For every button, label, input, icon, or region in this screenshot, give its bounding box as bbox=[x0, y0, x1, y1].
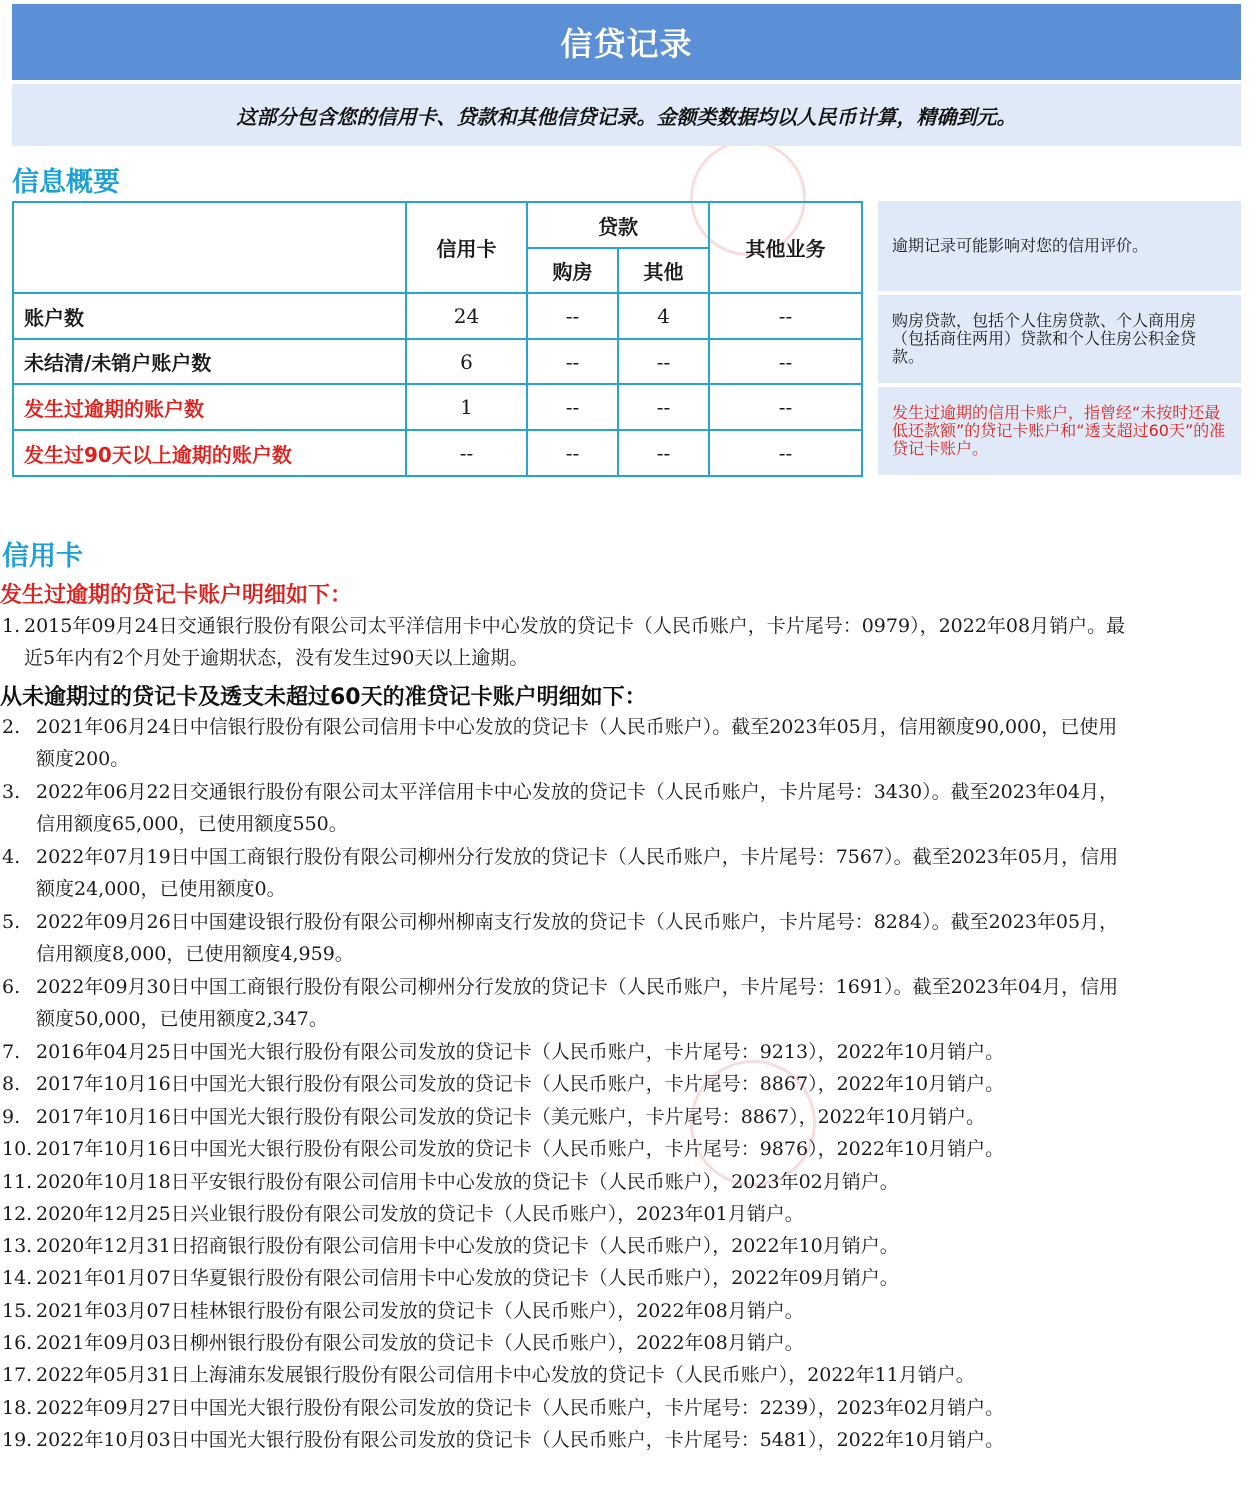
item-text: 2022年06月22日交通银行股份有限公司太平洋信用卡中心发放的贷记卡（人民币账户，卡片尾号：3430）。截至2023年04月， bbox=[36, 781, 1119, 803]
item-number: 12. bbox=[2, 1203, 33, 1225]
item-text: 2022年05月31日上海浦东发展银行股份有限公司信用卡中心发放的贷记卡（人民币账户），2022年11月销户。 bbox=[36, 1364, 975, 1386]
item-number: 6. bbox=[2, 976, 21, 998]
note-housing-loan: 购房贷款，包括个人住房贷款、个人商用房（包括商住两用）贷款和个人住房公积金贷款。 bbox=[878, 295, 1241, 383]
item-text: 2020年10月18日平安银行股份有限公司信用卡中心发放的贷记卡（人民币账户），2023年02月销户。 bbox=[36, 1171, 899, 1193]
row-label: 账户数 bbox=[13, 293, 406, 339]
item-text: 2022年07月19日中国工商银行股份有限公司柳州分行发放的贷记卡（人民币账户，卡片尾号：7567）。截至2023年05月，信用 bbox=[36, 846, 1119, 868]
list-item bbox=[0, 711, 1251, 775]
item-number: 3. bbox=[2, 781, 21, 803]
page-title: 信贷记录 bbox=[12, 4, 1241, 80]
cell-housing: -- bbox=[527, 384, 618, 430]
cell-other-business: -- bbox=[709, 339, 862, 384]
item-text-cont: 额度50,000，已使用额度2,347。 bbox=[36, 1008, 328, 1030]
table-corner bbox=[13, 202, 406, 293]
cell-credit-card: -- bbox=[406, 430, 527, 476]
list-item bbox=[0, 1392, 1251, 1424]
list-item bbox=[0, 1230, 1251, 1262]
col-loan-other: 其他 bbox=[618, 248, 709, 293]
item-number: 11. bbox=[2, 1171, 33, 1193]
item-number: 19. bbox=[2, 1429, 33, 1451]
list-item bbox=[0, 1424, 1251, 1456]
overdue-heading: 发生过逾期的贷记卡账户明细如下： bbox=[0, 583, 353, 608]
row-label: 未结清/未销户账户数 bbox=[13, 339, 406, 384]
list-item bbox=[0, 1166, 1251, 1198]
item-text-cont: 近5年内有2个月处于逾期状态，没有发生过90天以上逾期。 bbox=[24, 647, 529, 669]
col-credit-card: 信用卡 bbox=[406, 202, 527, 293]
item-text-cont: 额度24,000，已使用额度0。 bbox=[36, 878, 286, 900]
cell-other: 4 bbox=[618, 293, 709, 339]
intro-text: 这部分包含您的信用卡、贷款和其他信贷记录。金额类数据均以人民币计算，精确到元。 bbox=[12, 84, 1241, 146]
col-other-business: 其他业务 bbox=[709, 202, 862, 293]
cell-other-business: -- bbox=[709, 384, 862, 430]
list-item bbox=[0, 1036, 1251, 1068]
item-text: 2021年09月03日柳州银行股份有限公司发放的贷记卡（人民币账户），2022年08月销户。 bbox=[36, 1332, 804, 1354]
cell-other: -- bbox=[618, 339, 709, 384]
item-text: 2020年12月25日兴业银行股份有限公司发放的贷记卡（人民币账户），2023年01月销户。 bbox=[36, 1203, 804, 1225]
col-loan-housing: 购房 bbox=[527, 248, 618, 293]
never-overdue-heading: 从未逾期过的贷记卡及透支未超过60天的准贷记卡账户明细如下： bbox=[0, 685, 647, 710]
table-row bbox=[13, 384, 862, 430]
item-text-cont: 信用额度8,000，已使用额度4,959。 bbox=[36, 943, 354, 965]
cell-credit-card: 6 bbox=[406, 339, 527, 384]
list-item bbox=[0, 1359, 1251, 1391]
overview-title: 信息概要 bbox=[12, 167, 120, 198]
item-text: 2017年10月16日中国光大银行股份有限公司发放的贷记卡（人民币账户，卡片尾号：8867），2022年10月销户。 bbox=[36, 1073, 1005, 1095]
item-number: 8. bbox=[2, 1073, 21, 1095]
item-text: 2021年03月07日桂林银行股份有限公司发放的贷记卡（人民币账户），2022年08月销户。 bbox=[36, 1300, 804, 1322]
cell-other-business: -- bbox=[709, 430, 862, 476]
list-item bbox=[0, 610, 1251, 674]
row-label: 发生过90天以上逾期的账户数 bbox=[13, 430, 406, 476]
cell-other: -- bbox=[618, 384, 709, 430]
cell-credit-card: 1 bbox=[406, 384, 527, 430]
item-number: 17. bbox=[2, 1364, 33, 1386]
item-text: 2022年09月26日中国建设银行股份有限公司柳州柳南支行发放的贷记卡（人民币账户，卡片尾号：8284）。截至2023年05月， bbox=[36, 911, 1119, 933]
item-text: 2022年09月30日中国工商银行股份有限公司柳州分行发放的贷记卡（人民币账户，卡片尾号：1691）。截至2023年04月，信用 bbox=[36, 976, 1119, 998]
list-item bbox=[0, 1262, 1251, 1294]
list-item bbox=[0, 776, 1251, 840]
item-text: 2021年01月07日华夏银行股份有限公司信用卡中心发放的贷记卡（人民币账户），2022年09月销户。 bbox=[36, 1267, 899, 1289]
item-number: 5. bbox=[2, 911, 21, 933]
item-text: 2015年09月24日交通银行股份有限公司太平洋信用卡中心发放的贷记卡（人民币账户，卡片尾号：0979），2022年08月销户。最 bbox=[24, 615, 1126, 637]
item-number: 7. bbox=[2, 1041, 21, 1063]
list-item bbox=[0, 1133, 1251, 1165]
note-overdue-definition: 发生过逾期的信用卡账户，指曾经“未按时还最低还款额”的贷记卡账户和“透支超过60天”的准贷记卡账户。 bbox=[878, 387, 1241, 475]
item-text: 2022年09月27日中国光大银行股份有限公司发放的贷记卡（人民币账户，卡片尾号：2239），2023年02月销户。 bbox=[36, 1397, 1005, 1419]
col-loan: 贷款 bbox=[527, 202, 709, 248]
item-text-cont: 额度200。 bbox=[36, 748, 130, 770]
list-item bbox=[0, 1101, 1251, 1133]
table-row bbox=[13, 339, 862, 384]
list-item bbox=[0, 1295, 1251, 1327]
item-number: 4. bbox=[2, 846, 21, 868]
list-item bbox=[0, 971, 1251, 1035]
item-text: 2020年12月31日招商银行股份有限公司信用卡中心发放的贷记卡（人民币账户），2022年10月销户。 bbox=[36, 1235, 899, 1257]
item-text: 2017年10月16日中国光大银行股份有限公司发放的贷记卡（人民币账户，卡片尾号：9876），2022年10月销户。 bbox=[36, 1138, 1005, 1160]
cell-housing: -- bbox=[527, 430, 618, 476]
list-item bbox=[0, 1198, 1251, 1230]
list-item bbox=[0, 841, 1251, 905]
item-text: 2021年06月24日中信银行股份有限公司信用卡中心发放的贷记卡（人民币账户）。截至2023年05月，信用额度90,000，已使用 bbox=[36, 716, 1118, 738]
row-label: 发生过逾期的账户数 bbox=[13, 384, 406, 430]
overview-table bbox=[12, 201, 863, 477]
item-number: 13. bbox=[2, 1235, 33, 1257]
item-text-cont: 信用额度65,000，已使用额度550。 bbox=[36, 813, 348, 835]
table-row bbox=[13, 430, 862, 476]
cell-housing: -- bbox=[527, 293, 618, 339]
list-item bbox=[0, 1327, 1251, 1359]
list-item bbox=[0, 1068, 1251, 1100]
item-number: 16. bbox=[2, 1332, 33, 1354]
note-overdue-impact: 逾期记录可能影响对您的信用评价。 bbox=[878, 201, 1241, 291]
item-number: 2. bbox=[2, 716, 21, 738]
item-number: 10. bbox=[2, 1138, 33, 1160]
cell-housing: -- bbox=[527, 339, 618, 384]
cell-other-business: -- bbox=[709, 293, 862, 339]
item-number: 15. bbox=[2, 1300, 33, 1322]
table-row bbox=[13, 293, 862, 339]
item-number: 14. bbox=[2, 1267, 33, 1289]
credit-card-title: 信用卡 bbox=[2, 541, 83, 572]
item-number: 9. bbox=[2, 1106, 21, 1128]
cell-credit-card: 24 bbox=[406, 293, 527, 339]
item-text: 2017年10月16日中国光大银行股份有限公司发放的贷记卡（美元账户，卡片尾号：8867），2022年10月销户。 bbox=[36, 1106, 986, 1128]
item-number: 1. bbox=[2, 615, 21, 637]
item-text: 2022年10月03日中国光大银行股份有限公司发放的贷记卡（人民币账户，卡片尾号：5481），2022年10月销户。 bbox=[36, 1429, 1005, 1451]
item-text: 2016年04月25日中国光大银行股份有限公司发放的贷记卡（人民币账户，卡片尾号：9213），2022年10月销户。 bbox=[36, 1041, 1005, 1063]
cell-other: -- bbox=[618, 430, 709, 476]
item-number: 18. bbox=[2, 1397, 33, 1419]
list-item bbox=[0, 906, 1251, 970]
